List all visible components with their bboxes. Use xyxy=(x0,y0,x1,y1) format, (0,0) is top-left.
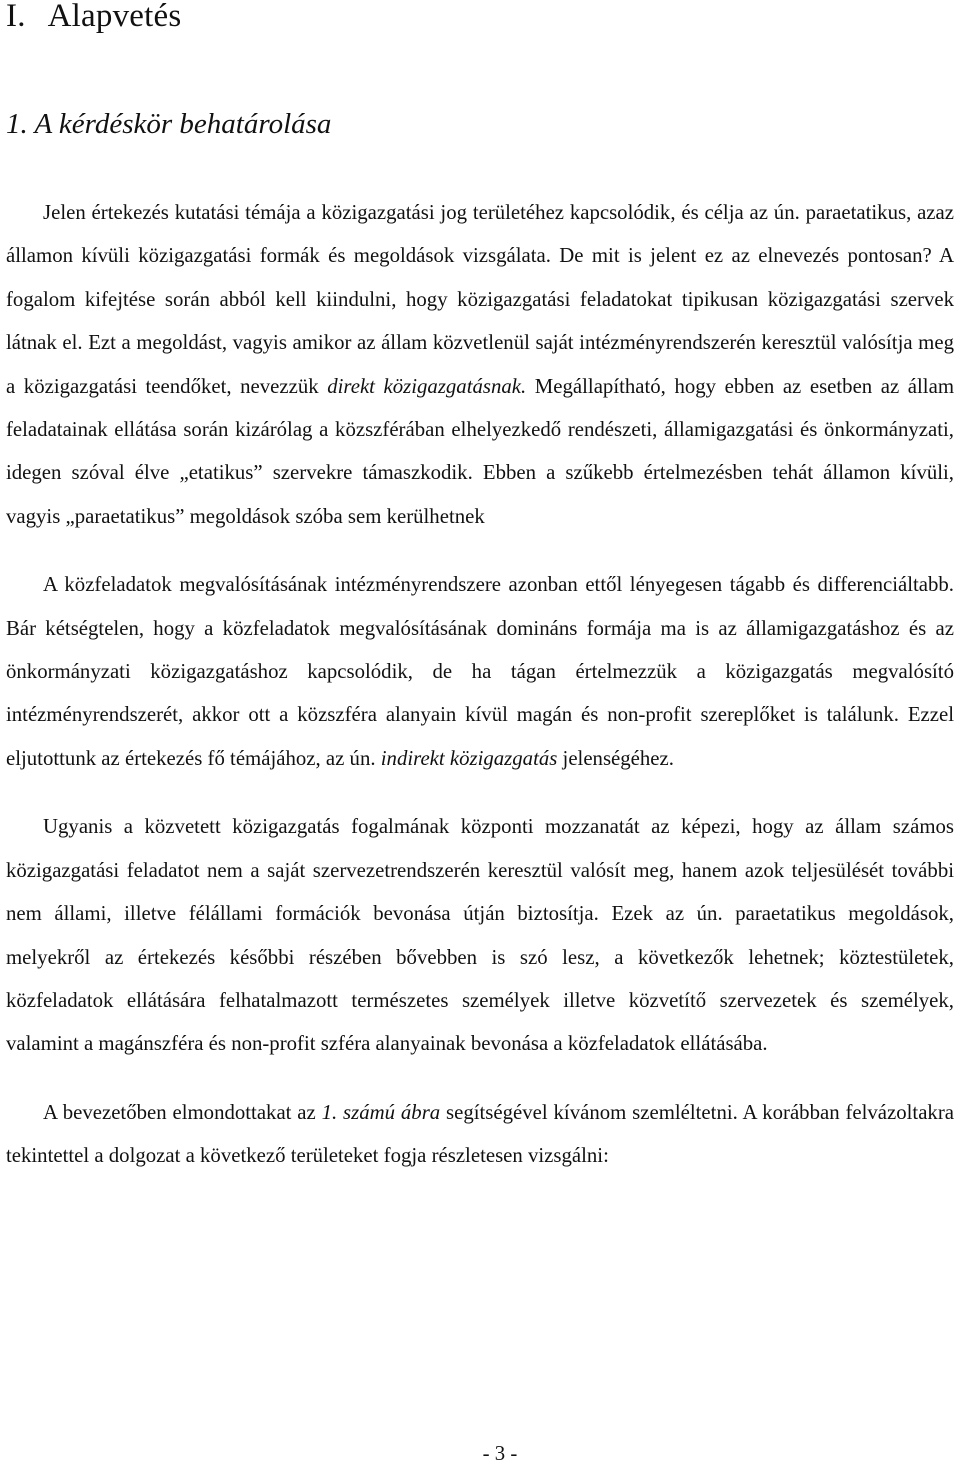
text-run: A bevezetőben elmondottakat az xyxy=(43,1100,322,1124)
paragraph xyxy=(6,805,954,1065)
chapter-title: Alapvetés xyxy=(47,0,182,34)
paragraph xyxy=(6,191,954,538)
italic-text: direkt közigazgatásnak. xyxy=(327,374,527,398)
italic-text: 1. számú ábra xyxy=(321,1100,441,1124)
chapter-heading xyxy=(6,0,181,36)
italic-text: indirekt közigazgatás xyxy=(380,746,558,770)
text-run: jelenségéhez. xyxy=(557,746,674,770)
text-run: A közfeladatok megvalósításának intézményrendszere azonban ettől lényegesen tágabb és differenciáltabb. Bár kétségtelen, hogy a közfeladatok megvalósításának domináns formája ma is az államigazgatáshoz és az önkormányzati közigazgatáshoz kapcsolódik, de ha tágan értelmezzük a közigazgatás megvalósító intézményrendszerét, akkor ott a közszféra alanyain kívül magán és non-profit szereplőket is találunk. Ezzel eljutottunk az értekezés fő témájához, az ún. xyxy=(6,573,954,770)
section-heading: 1. A kérdéskör behatárolása xyxy=(6,108,332,140)
text-run: Jelen értekezés kutatási témája a közigazgatási jog területéhez kapcsolódik, és célja az ún. paraetatikus, azaz államon kívüli közigazgatási formák és megoldások vizsgálata. De mit is jelent ez az elnevezés pontosan? A fogalom kifejtése során abból kell kiindulni, hogy közigazgatási feladatokat tipikusan közigazgatási szervek látnak el. Ezt a megoldást, vagyis amikor az állam közvetlenül saját intézményrendszerén keresztül valósítja meg a közigazgatási teendőket, nevezzük xyxy=(6,201,954,398)
chapter-number: I. xyxy=(6,0,26,34)
text-run: Megállapítható, hogy ebben az esetben az állam feladatainak ellátása során kizárólag a közszférában elhelyezkedő rendészeti, államigazgatási és önkormányzati, idegen szóval élve „etatikus” szervekre támaszkodik. Ebben a szűkebb értelmezésben tehát államon kívüli, vagyis „paraetatikus” megoldások szóba sem kerülhetnek xyxy=(6,374,954,528)
page-number: - 3 - xyxy=(482,1442,518,1465)
paragraph xyxy=(6,1091,954,1178)
text-run: segítségével kívánom szemléltetni. A korábban felvázoltakra tekintettel a dolgozat a következő területeket fogja részletesen vizsgálni: xyxy=(6,1100,954,1168)
body-text xyxy=(6,191,954,1178)
paragraph xyxy=(6,563,954,780)
text-run: Ugyanis a közvetett közigazgatás fogalmának központi mozzanatát az képezi, hogy az állam számos közigazgatási feladatot nem a saját szervezetrendszerén keresztül valósít meg, hanem azok teljesülését további nem állami, illetve félállami formációk bevonása útján biztosítja. Ezek az ún. paraetatikus megoldások, melyekről az értekezés későbbi részében bővebben is szó lesz, a következők lehetnek; köztestületek, közfeladatok ellátására felhatalmazott természetes személyek illetve közvetítő szervezetek és személyek, valamint a magánszféra és non-profit szféra alanyainak bevonása a közfeladatok ellátásába. xyxy=(6,815,954,1056)
